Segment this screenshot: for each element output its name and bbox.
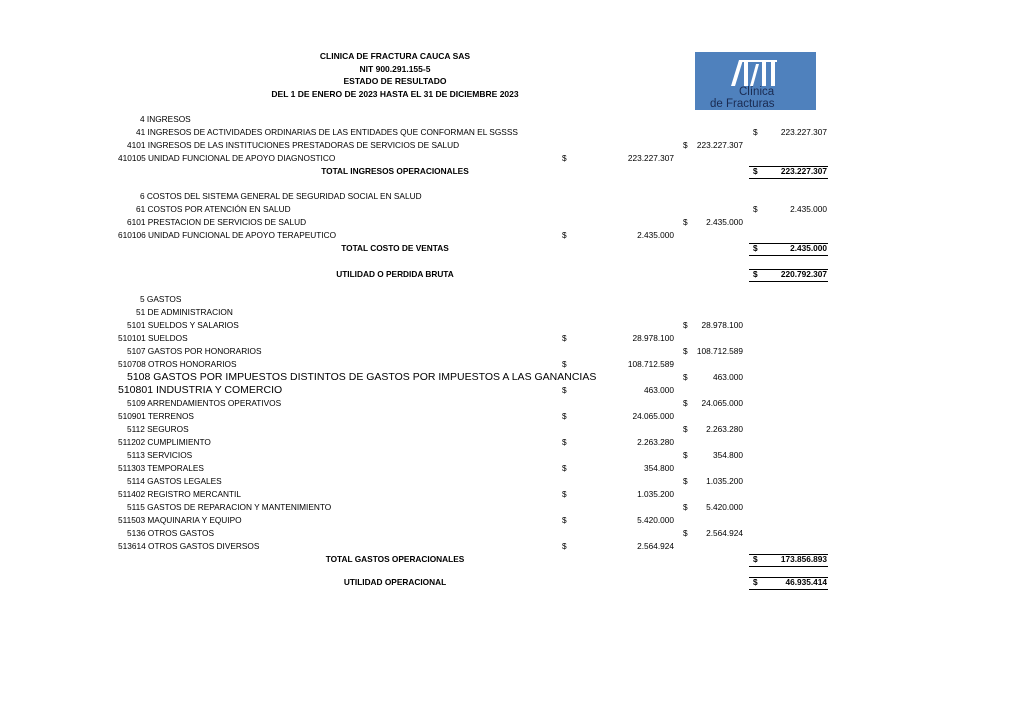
currency-symbol: $ bbox=[753, 577, 758, 587]
row-label: 511503 MAQUINARIA Y EQUIPO bbox=[118, 515, 242, 525]
account-row bbox=[0, 514, 1024, 527]
logo-bars-icon bbox=[729, 56, 781, 88]
account-row bbox=[0, 345, 1024, 358]
row-label: UTILIDAD O PERDIDA BRUTA bbox=[336, 269, 454, 279]
currency-symbol: $ bbox=[683, 476, 688, 486]
amount-c3: 46.935.414 bbox=[785, 577, 827, 587]
row-label: 6 COSTOS DEL SISTEMA GENERAL DE SEGURIDAD SOCIAL EN SALUD bbox=[140, 191, 422, 201]
row-label: TOTAL INGRESOS OPERACIONALES bbox=[321, 166, 469, 176]
currency-symbol: $ bbox=[562, 437, 567, 447]
currency-symbol: $ bbox=[683, 346, 688, 356]
row-label: 511202 CUMPLIMIENTO bbox=[118, 437, 211, 447]
row-label: TOTAL GASTOS OPERACIONALES bbox=[325, 554, 465, 564]
amount-c2: 2.435.000 bbox=[706, 217, 743, 227]
amount-c2: 1.035.200 bbox=[706, 476, 743, 486]
amount-c1: 2.263.280 bbox=[637, 437, 674, 447]
row-label: 511402 REGISTRO MERCANTIL bbox=[118, 489, 241, 499]
row-label: 5115 GASTOS DE REPARACION Y MANTENIMIENTO bbox=[127, 502, 332, 512]
amount-c1: 24.065.000 bbox=[632, 411, 674, 421]
total-row bbox=[0, 165, 1024, 178]
currency-symbol: $ bbox=[683, 450, 688, 460]
row-label: 510901 TERRENOS bbox=[118, 411, 194, 421]
account-row bbox=[0, 139, 1024, 152]
amount-c1: 5.420.000 bbox=[637, 515, 674, 525]
amount-c2: 108.712.589 bbox=[696, 346, 743, 356]
row-label: 510101 SUELDOS bbox=[118, 333, 188, 343]
account-row bbox=[0, 126, 1024, 139]
account-row bbox=[0, 319, 1024, 332]
currency-symbol: $ bbox=[753, 243, 758, 253]
amount-c3: 2.435.000 bbox=[790, 243, 827, 253]
clinic-logo bbox=[695, 52, 816, 110]
currency-symbol: $ bbox=[753, 166, 758, 176]
account-row bbox=[0, 293, 1024, 306]
currency-symbol: $ bbox=[562, 333, 567, 343]
total-row bbox=[0, 553, 1024, 566]
currency-symbol: $ bbox=[683, 398, 688, 408]
currency-symbol: $ bbox=[562, 541, 567, 551]
amount-c2: 2.263.280 bbox=[706, 424, 743, 434]
account-row bbox=[0, 306, 1024, 319]
row-label: 513614 OTROS GASTOS DIVERSOS bbox=[118, 541, 260, 551]
row-label: 610106 UNIDAD FUNCIONAL DE APOYO TERAPEUTICO bbox=[118, 230, 337, 240]
amount-c3: 2.435.000 bbox=[790, 204, 827, 214]
report-title: ESTADO DE RESULTADO bbox=[343, 76, 447, 86]
amount-c2: 354.800 bbox=[713, 450, 743, 460]
row-label: 5112 SEGUROS bbox=[127, 424, 189, 434]
currency-symbol: $ bbox=[753, 554, 758, 564]
row-label: 6101 PRESTACION DE SERVICIOS DE SALUD bbox=[127, 217, 307, 227]
amount-c1: 108.712.589 bbox=[627, 359, 674, 369]
currency-symbol: $ bbox=[683, 502, 688, 512]
row-label: 510708 OTROS HONORARIOS bbox=[118, 359, 237, 369]
row-label: 5113 SERVICIOS bbox=[127, 450, 193, 460]
account-row bbox=[0, 436, 1024, 449]
account-row bbox=[0, 216, 1024, 229]
amount-c1: 28.978.100 bbox=[632, 333, 674, 343]
currency-symbol: $ bbox=[562, 385, 567, 395]
currency-symbol: $ bbox=[683, 424, 688, 434]
report-period: DEL 1 DE ENERO DE 2023 HASTA EL 31 DE DICIEMBRE 2023 bbox=[271, 88, 519, 99]
amount-c2: 2.564.924 bbox=[706, 528, 743, 538]
currency-symbol: $ bbox=[753, 269, 758, 279]
account-row bbox=[0, 229, 1024, 242]
row-label: TOTAL COSTO DE VENTAS bbox=[341, 243, 449, 253]
account-row bbox=[0, 475, 1024, 488]
account-row bbox=[0, 501, 1024, 514]
currency-symbol: $ bbox=[562, 515, 567, 525]
row-label: 61 COSTOS POR ATENCIÓN EN SALUD bbox=[136, 204, 291, 214]
account-row bbox=[0, 410, 1024, 423]
row-label: 5 GASTOS bbox=[140, 294, 182, 304]
account-row bbox=[0, 423, 1024, 436]
account-row bbox=[0, 397, 1024, 410]
currency-symbol: $ bbox=[562, 153, 567, 163]
amount-c1: 1.035.200 bbox=[637, 489, 674, 499]
amount-c2: 223.227.307 bbox=[696, 140, 743, 150]
account-row bbox=[0, 190, 1024, 203]
row-label: UTILIDAD OPERACIONAL bbox=[343, 577, 447, 587]
row-label: 511303 TEMPORALES bbox=[118, 463, 204, 473]
currency-symbol: $ bbox=[562, 489, 567, 499]
account-row bbox=[0, 449, 1024, 462]
total-row bbox=[0, 242, 1024, 255]
amount-c1: 354.800 bbox=[644, 463, 674, 473]
report-header bbox=[240, 50, 550, 100]
company-nit: NIT 900.291.155-5 bbox=[359, 63, 431, 74]
amount-c3: 220.792.307 bbox=[780, 269, 827, 279]
row-label: 5107 GASTOS POR HONORARIOS bbox=[127, 346, 262, 356]
currency-symbol: $ bbox=[683, 140, 688, 150]
row-label: 5136 OTROS GASTOS bbox=[127, 528, 214, 538]
amount-c1: 463.000 bbox=[644, 385, 674, 395]
row-label: 41 INGRESOS DE ACTIVIDADES ORDINARIAS DE LAS ENTIDADES QUE CONFORMAN EL SGSSS bbox=[136, 127, 518, 137]
amount-c2: 5.420.000 bbox=[706, 502, 743, 512]
logo-line-1: Clínica bbox=[739, 86, 775, 98]
amount-c3: 173.856.893 bbox=[780, 554, 827, 564]
row-label: 51 DE ADMINISTRACION bbox=[136, 307, 233, 317]
amount-c3: 223.227.307 bbox=[780, 166, 827, 176]
currency-symbol: $ bbox=[683, 372, 688, 382]
account-row bbox=[0, 203, 1024, 216]
row-label: 5109 ARRENDAMIENTOS OPERATIVOS bbox=[127, 398, 282, 408]
row-label: 5114 GASTOS LEGALES bbox=[127, 476, 222, 486]
total-row bbox=[0, 576, 1024, 589]
row-label: 410105 UNIDAD FUNCIONAL DE APOYO DIAGNOSTICO bbox=[118, 153, 336, 163]
amount-c1: 2.564.924 bbox=[637, 541, 674, 551]
account-row bbox=[0, 488, 1024, 501]
currency-symbol: $ bbox=[562, 230, 567, 240]
account-row bbox=[0, 113, 1024, 126]
currency-symbol: $ bbox=[683, 217, 688, 227]
row-label: 4101 INGRESOS DE LAS INSTITUCIONES PRESTADORAS DE SERVICIOS DE SALUD bbox=[127, 140, 460, 150]
company-name: CLINICA DE FRACTURA CAUCA SAS bbox=[319, 51, 471, 61]
account-row bbox=[0, 152, 1024, 165]
amount-c2: 463.000 bbox=[713, 372, 743, 382]
amount-c2: 24.065.000 bbox=[701, 398, 743, 408]
total-row bbox=[0, 268, 1024, 281]
row-label: 5108 GASTOS POR IMPUESTOS DISTINTOS DE GASTOS POR IMPUESTOS A LAS GANANCIAS bbox=[127, 371, 597, 383]
account-row bbox=[0, 384, 1024, 397]
account-row bbox=[0, 332, 1024, 345]
currency-symbol: $ bbox=[753, 204, 758, 214]
account-row bbox=[0, 371, 1024, 384]
amount-c1: 2.435.000 bbox=[637, 230, 674, 240]
amount-c3: 223.227.307 bbox=[780, 127, 827, 137]
account-row bbox=[0, 540, 1024, 553]
row-label: 510801 INDUSTRIA Y COMERCIO bbox=[118, 384, 283, 396]
account-row bbox=[0, 527, 1024, 540]
account-row bbox=[0, 358, 1024, 371]
logo-line-2: de Fracturas bbox=[710, 98, 775, 110]
account-row bbox=[0, 462, 1024, 475]
row-label: 5101 SUELDOS Y SALARIOS bbox=[127, 320, 239, 330]
currency-symbol: $ bbox=[562, 411, 567, 421]
currency-symbol: $ bbox=[562, 359, 567, 369]
currency-symbol: $ bbox=[683, 320, 688, 330]
amount-c2: 28.978.100 bbox=[701, 320, 743, 330]
currency-symbol: $ bbox=[753, 127, 758, 137]
amount-c1: 223.227.307 bbox=[627, 153, 674, 163]
currency-symbol: $ bbox=[562, 463, 567, 473]
row-label: 4 INGRESOS bbox=[140, 114, 191, 124]
currency-symbol: $ bbox=[683, 528, 688, 538]
